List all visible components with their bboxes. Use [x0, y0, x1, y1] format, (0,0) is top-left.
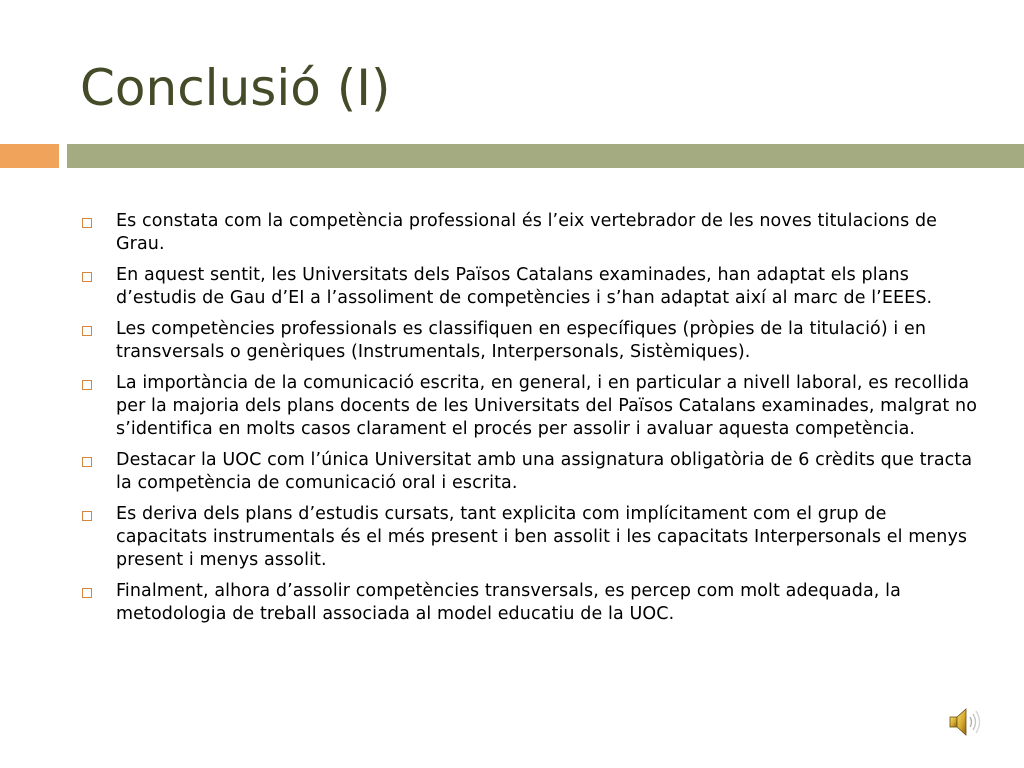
square-bullet-icon: [82, 218, 92, 228]
speaker-icon[interactable]: [944, 702, 984, 742]
bullet-item: [80, 503, 980, 572]
bullet-text: Es constata com la competència professional és l’eix vertebrador de les noves titulacions de Grau.: [116, 211, 938, 254]
bullet-text: Les competències professionals es classifiquen en específiques (pròpies de la titulació) i en transversals o genèriques (Instrumentals, Interpersonals, Sistèmiques).: [116, 319, 927, 362]
square-bullet-icon: [82, 272, 92, 282]
speaker-glyph: [944, 702, 984, 742]
bullet-list: [80, 210, 980, 634]
bullet-item: [80, 210, 980, 256]
bullet-text: La importància de la comunicació escrita, en general, i en particular a nivell laboral, es recollida per la majoria dels plans docents de les Universitats del Països Catalans examinades, malgrat no s’identifica en molts casos clarament el procés per assolir i avaluar aquesta competència.: [116, 373, 978, 439]
square-bullet-icon: [82, 380, 92, 390]
bullet-text: Destacar la UOC com l’única Universitat amb una assignatura obligatòria de 6 crèdits que tracta la competència de comunicació oral i escrita.: [116, 450, 973, 493]
bullet-item: [80, 372, 980, 441]
title-underline-bar: [67, 144, 1024, 168]
bullet-item: [80, 318, 980, 364]
bullet-text: En aquest sentit, les Universitats dels Països Catalans examinades, han adaptat els plans d’estudis de Gau d’EI a l’assoliment de competències i s’han adaptat així al marc de l’EEES.: [116, 265, 933, 308]
bullet-item: [80, 264, 980, 310]
square-bullet-icon: [82, 588, 92, 598]
square-bullet-icon: [82, 511, 92, 521]
bullet-item: [80, 580, 980, 626]
bullet-text: Es deriva dels plans d’estudis cursats, tant explicita com implícitament com el grup de capacitats instrumentals és el més present i ben assolit i les capacitats Interpersonals el menys present i menys assolit.: [116, 504, 968, 570]
accent-bar: [0, 144, 59, 168]
bullet-text: Finalment, alhora d’assolir competències transversals, es percep com molt adequada, la metodologia de treball associada al model educatiu de la UOC.: [116, 581, 901, 624]
bullet-item: [80, 449, 980, 495]
square-bullet-icon: [82, 457, 92, 467]
slide-title: Conclusió (I): [80, 59, 391, 117]
square-bullet-icon: [82, 326, 92, 336]
